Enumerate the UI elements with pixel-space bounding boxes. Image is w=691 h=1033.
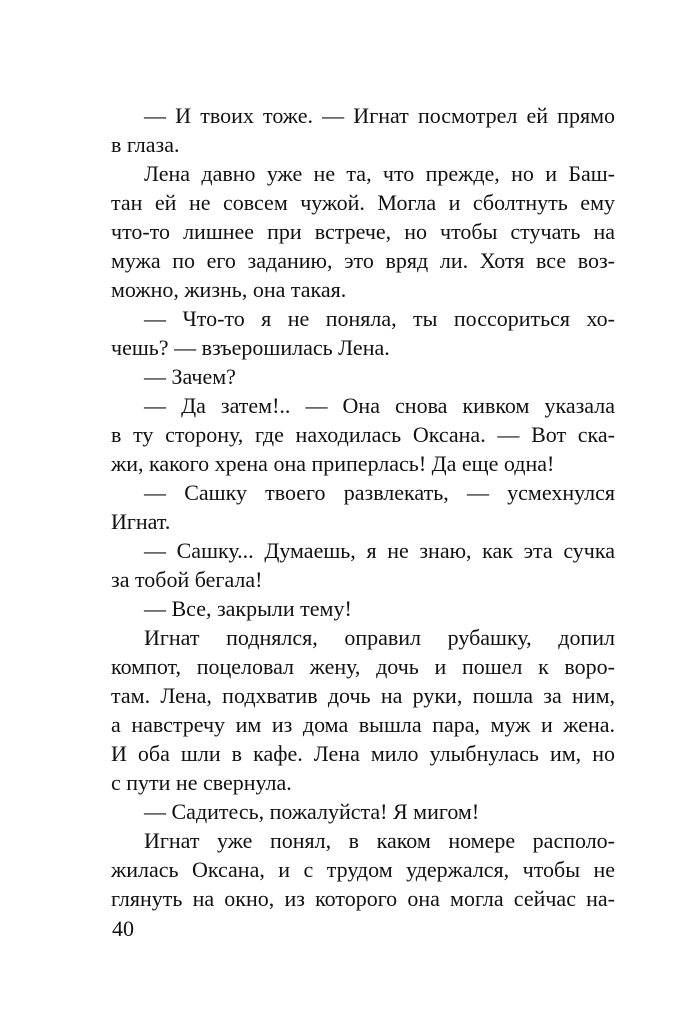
text-line: чешь? — взъерошилась Лена.	[111, 335, 390, 360]
text-line: Игнат.	[111, 509, 171, 534]
text-line: — Что-то я не поняла, ты поссориться хо-	[144, 306, 615, 331]
body-text	[111, 101, 615, 913]
text-line: там. Лена, подхватив дочь на руки, пошла за ним,	[111, 683, 615, 708]
text-line: И оба шли в кафе. Лена мило улыбнулась им, но	[111, 741, 615, 766]
text-line: — И твоих тоже. — Игнат посмотрел ей прямо	[144, 103, 615, 128]
text-line: за тобой бегала!	[111, 567, 263, 592]
text-line: в ту сторону, где находилась Оксана. — Вот ска-	[111, 422, 615, 447]
text-line: — Сашку твоего развлекать, — усмехнулся	[144, 480, 615, 505]
text-line: Игнат уже понял, в каком номере располо-	[144, 828, 615, 853]
text-line: в глаза.	[111, 132, 180, 157]
text-line: а навстречу им из дома вышла пара, муж и жена.	[111, 712, 615, 737]
text-line: глянуть на окно, из которого она могла сейчас на-	[111, 886, 615, 911]
text-line: что-то лишнее при встрече, но чтобы стучать на	[111, 219, 615, 244]
text-line: жи, какого хрена она приперлась! Да еще одна!	[111, 451, 555, 476]
text-line: — Сашку... Думаешь, я не знаю, как эта сучка	[144, 538, 615, 563]
text-line: Лена давно уже не та, что прежде, но и Баш-	[144, 161, 615, 186]
text-line: можно, жизнь, она такая.	[111, 277, 347, 302]
page-number: 40	[112, 916, 134, 941]
text-line: — Да затем!.. — Она снова кивком указала	[144, 393, 615, 418]
text-line: мужа по его заданию, это вряд ли. Хотя все воз-	[111, 248, 615, 273]
text-line: Игнат поднялся, оправил рубашку, допил	[144, 625, 615, 650]
text-line: — Зачем?	[144, 364, 236, 389]
text-line: с пути не свернула.	[111, 770, 292, 795]
text-line: — Все, закрыли тему!	[144, 596, 352, 621]
text-line: компот, поцеловал жену, дочь и пошел к воро-	[111, 654, 615, 679]
text-line: тан ей не совсем чужой. Могла и сболтнуть ему	[111, 190, 615, 215]
text-line: — Садитесь, пожалуйста! Я мигом!	[144, 799, 480, 824]
text-line: жилась Оксана, и с трудом удержался, чтобы не	[111, 857, 615, 882]
